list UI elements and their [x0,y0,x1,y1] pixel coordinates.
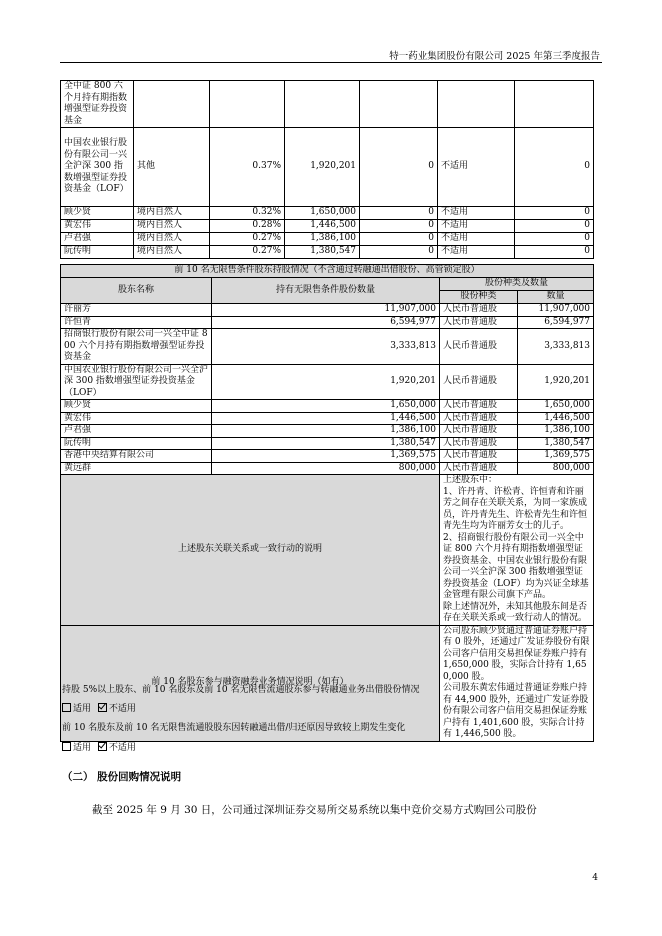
unrestricted-holders-table [60,264,594,742]
holder-type: 境内自然人 [134,220,210,233]
applicable-label: 适用 [73,743,92,753]
top-holders-table [60,80,594,259]
holder-ratio: 0.27% [210,246,285,259]
holder-name: 黄远群 [61,462,212,475]
change-question: 前 10 名股东及前 10 名无限售流通股股东因转融通出借/归还原因导致较上期发生变化 [62,723,406,733]
holder-type: 境内自然人 [134,207,210,220]
checked-box-icon[interactable] [98,742,107,751]
share-kind: 人民币普通股 [440,329,518,365]
holder-name: 卢君强 [61,233,134,246]
share-amount: 1,369,575 [518,450,594,463]
table-row [61,128,594,207]
margin-trading-text: 公司股东顾少贤通过普通证券账户持有 0 股外，还通过广发证券股份有限公司客户信用交易担保证券账户持有 1,650,000 股，实际合计持有 1,650,000 股。 公司股东黄宏伟通过普通证券账户持有 44,900 股外，还通过广发证券股份有限公司客户信用交易担保证券账户持有 1,401,600 股，实际合计持有 1,446,500 股。 [440,625,594,741]
pledge-qty: 0 [515,128,594,207]
holder-type: 境内自然人 [134,246,210,259]
pledge-status: 不适用 [438,246,515,259]
header-share-amount: 数量 [518,291,594,304]
holder-restricted: 0 [360,233,438,246]
share-kind: 人民币普通股 [440,400,518,413]
unrestricted-title: 前 10 名无限售条件股东持股情况（不含通过转融通出借股份、高管锁定股） [61,265,594,278]
holder-shares: 1,386,100 [285,233,360,246]
margin-trading-label: 前 10 名股东参与融资融券业务情况说明（如有） [61,625,440,741]
holder-type: 其他 [134,128,210,207]
header-share-kind: 股份种类 [440,291,518,304]
table-row [61,233,594,246]
share-amount: 6,594,977 [518,316,594,329]
share-kind: 人民币普通股 [440,462,518,475]
unchecked-box-icon[interactable] [62,703,71,712]
table-row [61,364,594,400]
section-title: （二） 股份回购情况说明 [62,771,182,783]
lending-question: 持股 5%以上股东、前 10 名股东及前 10 名无限售流通股东参与转融通业务出借股份情况 [62,685,420,695]
unrestricted-qty: 1,650,000 [212,400,440,413]
table-row [61,462,594,475]
holder-ratio: 0.28% [210,220,285,233]
holder-name: 许恒青 [61,316,212,329]
holder-shares: 1,446,500 [285,220,360,233]
pledge-qty [515,81,594,128]
table-row [61,207,594,220]
holder-name: 中国农业银行股份有限公司一兴全沪深 300 指数增强型证券投资基金（LOF） [61,364,212,400]
share-amount: 1,386,100 [518,425,594,438]
unrestricted-qty: 800,000 [212,462,440,475]
unrestricted-qty: 1,920,201 [212,364,440,400]
table-row [61,329,594,365]
checked-box-icon[interactable] [98,703,107,712]
share-amount: 1,920,201 [518,364,594,400]
share-kind: 人民币普通股 [440,450,518,463]
pledge-status [438,81,515,128]
holder-name: 黄宏伟 [61,220,134,233]
share-amount: 1,650,000 [518,400,594,413]
share-kind: 人民币普通股 [440,304,518,317]
unrestricted-qty: 1,386,100 [212,425,440,438]
unchecked-box-icon[interactable] [62,742,71,751]
holder-shares: 1,650,000 [285,207,360,220]
unrestricted-qty: 1,380,547 [212,437,440,450]
pledge-status: 不适用 [438,220,515,233]
lending-options [62,701,136,714]
share-kind: 人民币普通股 [440,412,518,425]
holder-type: 境内自然人 [134,233,210,246]
pledge-status: 不适用 [438,207,515,220]
table-row [61,400,594,413]
holder-ratio: 0.32% [210,207,285,220]
holder-name: 全中证 800 六个月持有期指数增强型证券投资基金 [61,81,134,128]
table-row [61,450,594,463]
not-applicable-label: 不适用 [108,743,136,753]
holder-name: 阮传明 [61,437,212,450]
share-kind: 人民币普通股 [440,437,518,450]
holder-name: 中国农业银行股份有限公司一兴全沪深 300 指数增强型证券投资基金（LOF） [61,128,134,207]
holder-restricted: 0 [360,220,438,233]
holder-shares: 1,380,547 [285,246,360,259]
table-row [61,316,594,329]
page-number: 4 [592,873,598,883]
holder-name: 顾少贤 [61,207,134,220]
table-row [61,412,594,425]
holder-shares [285,81,360,128]
holder-type [134,81,210,128]
holder-name: 黄宏伟 [61,412,212,425]
holder-restricted: 0 [360,128,438,207]
header-divider [60,62,602,63]
table-row [61,246,594,259]
page-header-title: 特一药业集团股份有限公司 2025 年第三季度报告 [389,51,600,62]
pledge-status: 不适用 [438,128,515,207]
pledge-qty: 0 [515,220,594,233]
holder-restricted: 0 [360,246,438,259]
share-amount: 800,000 [518,462,594,475]
share-kind: 人民币普通股 [440,425,518,438]
header-holder-name: 股东名称 [61,278,212,304]
holder-name: 许丽芳 [61,304,212,317]
change-options [62,740,136,753]
unrestricted-qty: 3,333,813 [212,329,440,365]
pledge-qty: 0 [515,246,594,259]
share-amount: 1,446,500 [518,412,594,425]
header-share-kind-group: 股份种类及数量 [440,278,594,291]
share-kind: 人民币普通股 [440,316,518,329]
holder-restricted: 0 [360,207,438,220]
unrestricted-qty: 1,446,500 [212,412,440,425]
applicable-label: 适用 [73,704,92,714]
pledge-status: 不适用 [438,233,515,246]
holder-name: 顾少贤 [61,400,212,413]
repurchase-paragraph: 截至 2025 年 9 月 30 日，公司通过深圳证券交易所交易系统以集中竞价交易方式购回公司股份 [92,804,537,816]
holder-name: 阮传明 [61,246,134,259]
pledge-qty: 0 [515,233,594,246]
header-unrestricted-qty: 持有无限售条件股份数量 [212,278,440,304]
holder-ratio: 0.37% [210,128,285,207]
holder-shares: 1,920,201 [285,128,360,207]
holder-ratio: 0.27% [210,233,285,246]
holder-name: 香港中央结算有限公司 [61,450,212,463]
share-amount: 3,333,813 [518,329,594,365]
unrestricted-qty: 6,594,977 [212,316,440,329]
holder-restricted [360,81,438,128]
share-amount: 1,380,547 [518,437,594,450]
table-row [61,220,594,233]
pledge-qty: 0 [515,207,594,220]
share-kind: 人民币普通股 [440,364,518,400]
holder-ratio [210,81,285,128]
table-row [61,425,594,438]
share-amount: 11,907,000 [518,304,594,317]
table-row [61,437,594,450]
holder-name: 招商银行股份有限公司一兴全中证 800 六个月持有期指数增强型证券投资基金 [61,329,212,365]
holder-name: 卢君强 [61,425,212,438]
related-parties-label: 上述股东关联关系或一致行动的说明 [61,475,440,626]
table-row [61,81,594,128]
unrestricted-qty: 11,907,000 [212,304,440,317]
related-parties-text: 上述股东中： 1、许丹青、许松青、许恒青和许丽芳之间存在关联关系，为同一家族成员，许丹青先生、许松青先生和许恒青先生均为许丽芳女士的儿子。 2、招商银行股份有限公司一兴全中证 800 六个月持有期指数增强型证券投资基金、中国农业银行股份有限公司一兴全沪深 300 指数增强型证券投资基金（LOF）均为兴证全球基金管理有限公司旗下产品。 除上述情况外，未知其他股东间是否存在关联关系或一致行动人的情况。 [440,475,594,626]
unrestricted-qty: 1,369,575 [212,450,440,463]
table-row [61,304,594,317]
not-applicable-label: 不适用 [108,704,136,714]
